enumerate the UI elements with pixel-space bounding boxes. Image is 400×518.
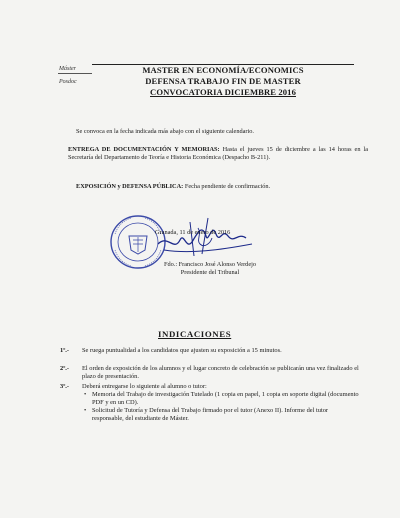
document-header <box>58 64 358 100</box>
indication-number: 3º.- <box>60 383 70 390</box>
department-logo <box>58 65 92 97</box>
indication-number: 1º.- <box>60 347 70 354</box>
intro-paragraph: Se convoca en la fecha indicada más abajo con el siguiente calendario. <box>76 128 254 135</box>
signer-block <box>110 261 310 277</box>
indication-text: El orden de exposición de los alumnos y el lugar concreto de celebración se publicarán una vez finalizado el plazo de presentación. <box>82 365 359 380</box>
exposicion-text: Fecha pendiente de confirmación. <box>183 183 271 190</box>
header-line-2: DEFENSA TRABAJO FIN DE MASTER <box>145 76 301 86</box>
exposicion-label: EXPOSICIÓN y DEFENSA PÚBLICA: <box>76 183 184 190</box>
indication-number: 2º.- <box>60 365 70 372</box>
entrega-paragraph <box>68 146 368 162</box>
header-title-block <box>92 64 354 98</box>
entrega-text: Hasta el jueves 15 de diciembre a las 14 horas en la Secretaría del Departamento de Teoría e Historia Económica (Despacho B-211). <box>68 146 368 161</box>
document-date: Granada, 11 de enero de 2016 <box>155 229 231 236</box>
signer-role: Presidente del Tribunal <box>180 269 240 276</box>
indication-bullet: • Solicitud de Tutoría y Defensa del Trabajo firmado por el tutor (Anexo II). Informe del tutor responsable, del estudiante de Máster. <box>82 407 360 423</box>
logo-line-2: Posdoc <box>59 79 77 85</box>
header-line-3: CONVOCATORIA DICIEMBRE 2016 <box>150 87 296 97</box>
indication-text-block <box>82 383 360 423</box>
logo-line-1: Máster <box>58 65 92 74</box>
indication-text: Deberá entregarse lo siguiente al alumno o tutor: <box>82 383 207 390</box>
handwritten-signature <box>150 214 260 264</box>
entrega-label: ENTREGA DE DOCUMENTACIÓN Y MEMORIAS: <box>68 146 220 153</box>
exposicion-paragraph <box>76 183 356 191</box>
signer-name: Fdo.: Francisco José Alonso Verdejo <box>163 261 257 268</box>
indications-title: INDICACIONES <box>158 329 232 339</box>
indication-text: Se ruega puntualidad a los candidatos que ajusten su exposición a 15 minutos. <box>82 347 282 354</box>
indication-bullet: • Memoria del Trabajo de investigación Tutelado (1 copia en papel, 1 copia en soporte digital (documento PDF y en un CD). <box>82 391 360 407</box>
header-line-1: MASTER EN ECONOMÍA/ECONOMICS <box>92 64 354 76</box>
